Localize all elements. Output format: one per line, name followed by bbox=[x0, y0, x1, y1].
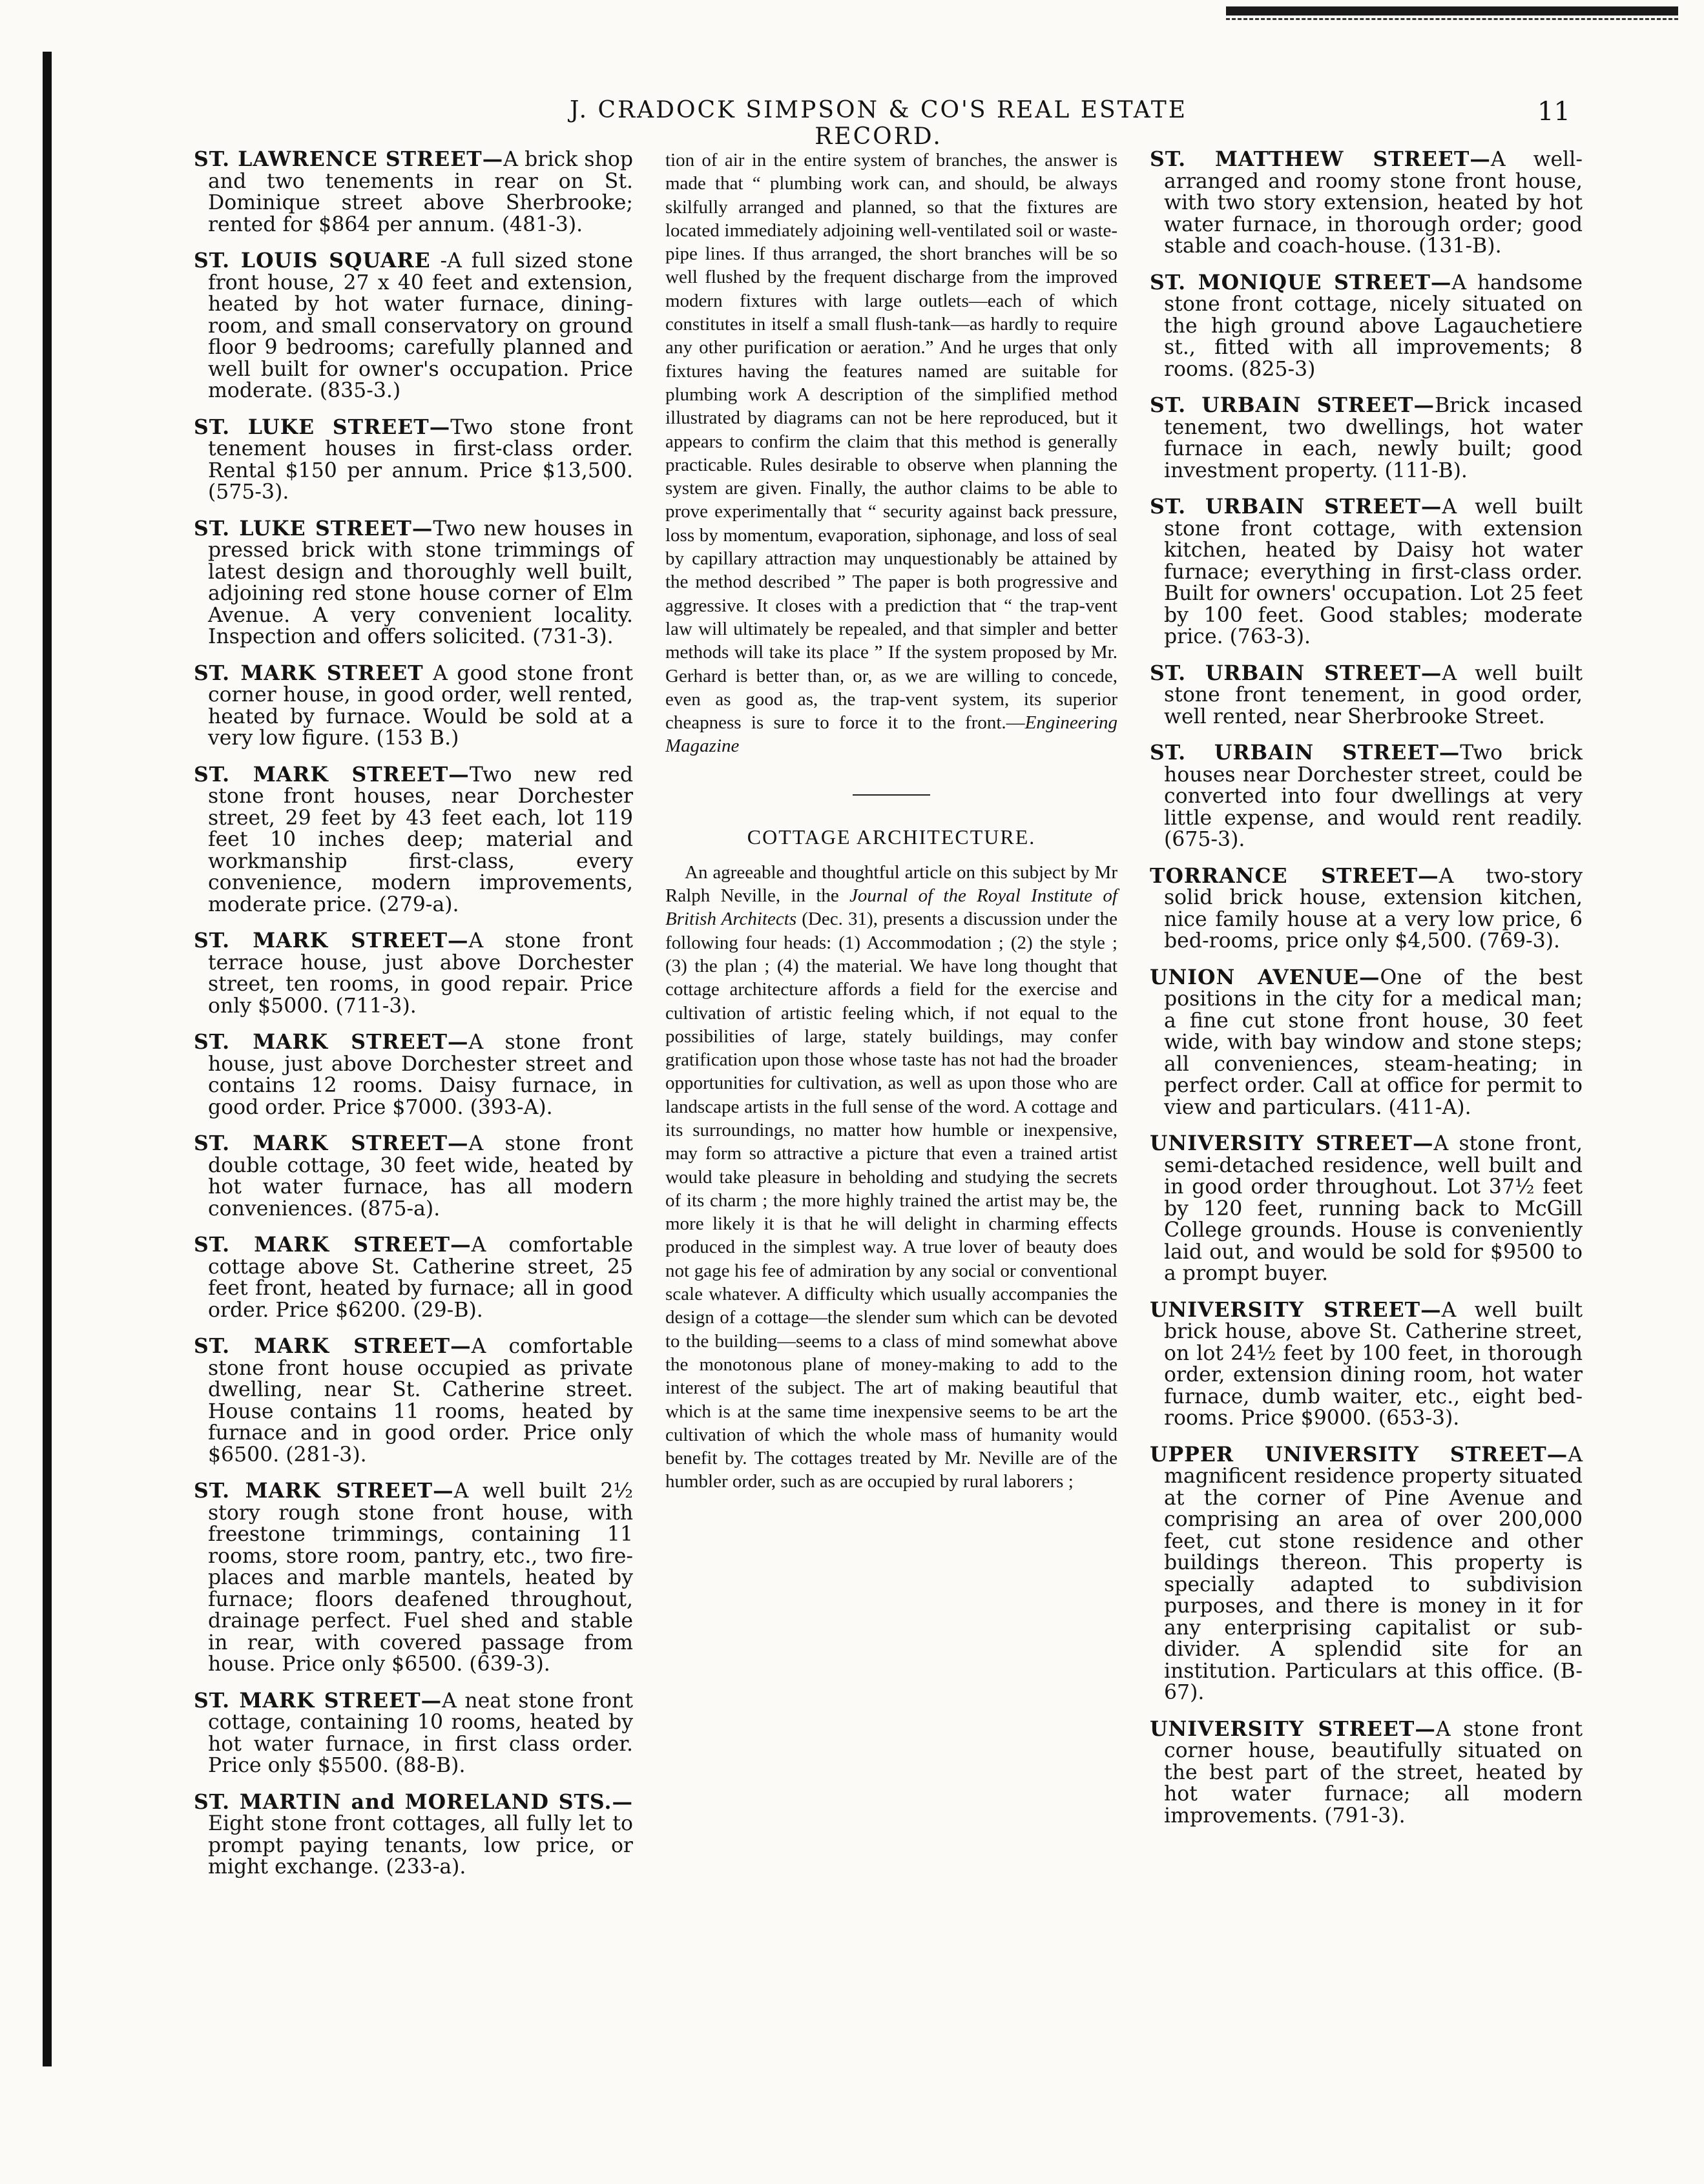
page-number: 11 bbox=[1537, 97, 1570, 127]
listing-street: ST. MATTHEW STREET— bbox=[1150, 147, 1491, 171]
listing-text: A handsome stone front cottage, nicely situated on the high ground above Lagauchetiere st., fitted with all improvements; 8 rooms. (825-3) bbox=[1164, 271, 1583, 381]
article-paragraph bbox=[665, 149, 1117, 758]
listing-text: A neat stone front cottage, containing 10 rooms, heated by hot water furnace, in first class order. Price only $5500. (88-B). bbox=[208, 1689, 633, 1777]
listing-street: ST. LUKE STREET— bbox=[194, 516, 433, 541]
section-heading: COTTAGE ARCHITECTURE. bbox=[747, 825, 1036, 849]
scan-top-dash bbox=[1226, 18, 1678, 22]
running-head: J. CRADOCK SIMPSON & CO'S REAL ESTATE RECORD. bbox=[569, 97, 1188, 150]
page-binding-edge bbox=[43, 52, 52, 2066]
listing-street: ST. MARTIN and MORELAND STS.— bbox=[194, 1789, 633, 1814]
listing-street: UNIVERSITY STREET— bbox=[1150, 1716, 1436, 1741]
listing-street: ST. MARK STREET— bbox=[194, 929, 469, 953]
listing-street: ST. MARK STREET bbox=[194, 661, 424, 685]
listing bbox=[1150, 742, 1583, 851]
listing bbox=[194, 663, 633, 750]
listing-street: UPPER UNIVERSITY STREET— bbox=[1150, 1442, 1568, 1467]
listing bbox=[194, 1791, 633, 1879]
listing-street: ST. MARK STREET— bbox=[194, 1233, 472, 1257]
listing bbox=[1150, 1299, 1583, 1430]
listing-street: ST. MARK STREET— bbox=[194, 1030, 469, 1054]
listing bbox=[1150, 272, 1583, 381]
listing-street: UNIVERSITY STREET— bbox=[1150, 1131, 1434, 1155]
listing-text: Two new red stone front houses, near Dorchester street, 29 feet by 43 feet each, lot 119 feet 10 inches deep; material and workmanship first-class, every convenience, modern improvements, moderate price. (279-a). bbox=[208, 763, 633, 916]
listing-street: ST. MONIQUE STREET— bbox=[1150, 270, 1452, 294]
listing-text: Brick incased tenement, two dwellings, hot water furnace in each, newly built; good investment property. (111-B). bbox=[1164, 394, 1583, 482]
listing bbox=[194, 1480, 633, 1676]
listing-text: A stone front, semi-detached residence, well built and in good order throughout. Lot 37½ feet by 120 feet, running back to McGill College grounds. House is conveniently laid out, and would be sold for $9500 to a prompt buyer. bbox=[1164, 1132, 1583, 1285]
journal-title: Journal of the Royal Institute of British Architects bbox=[665, 885, 1117, 930]
listing-text: One of the best positions in the city for a medical man; a fine cut stone front house, 30 feet wide, with bay window and stone steps; all conveniences, steam-heating; in perfect order. Call at office for permit to view and particulars. (411-A). bbox=[1164, 965, 1583, 1119]
listing bbox=[1150, 1444, 1583, 1704]
article-source: Engineering Magazine bbox=[665, 712, 1117, 757]
article-text: An agreeable and thoughtful article on this subject by Mr Ralph Neville, in the bbox=[665, 861, 1117, 907]
listing-text: -A full sized stone front house, 27 x 40 feet and extension, heated by hot water furnace, dining-room, and small conservatory on ground floor 9 bedrooms; carefully planned and well built for owner's occupation. Price moderate. (835-3.) bbox=[208, 249, 633, 402]
listing-text: A two-story solid brick house, extension kitchen, nice family house at a very low price, 6 bed-rooms, price only $4,500. (769-3). bbox=[1164, 864, 1583, 953]
listing-text: A brick shop and two tenements in rear on St. Dominique street above Sherbrooke; rented for $864 per annum. (481-3). bbox=[208, 148, 633, 236]
listing-text: A stone front house, just above Dorchester street and contains 12 rooms. Daisy furnace, in good order. Price $7000. (393-A). bbox=[208, 1031, 633, 1119]
listing-street: UNION AVENUE— bbox=[1150, 965, 1380, 989]
listing-text: Two new houses in pressed brick with stone trimmings of latest design and thoroughly well built, adjoining red stone house corner of Elm Avenue. A very convenient locality. Inspection and offers solicited. (731-3). bbox=[208, 517, 634, 648]
listing-text: Two brick houses near Dorchester street, could be converted into four dwellings at very little expense, and would rent readily. (675-3). bbox=[1164, 741, 1583, 851]
listing-text: A comfortable cottage above St. Catherine street, 25 feet front, heated by furnace; all in good order. Price $6200. (29-B). bbox=[208, 1233, 633, 1322]
listing bbox=[194, 764, 633, 916]
listing-street: ST. URBAIN STREET— bbox=[1150, 495, 1442, 519]
listing-text: A well built stone front tenement, in good order, well rented, near Sherbrooke Street. bbox=[1164, 661, 1583, 728]
article-text: tion of air in the entire system of branches, the answer is made that “ plumbing work can, and should, be always skilfully arranged and planned, so that the fixtures are located immediately adjoining well-ventilated soil or waste-pipe lines. If thus arranged, the short branches will be so well flushed by the frequent discharge from the improved modern fixtures with large outlets—each of which constitutes in itself a small flush-tank—as hardly to require any other purification or aeration.” And he urges that only fixtures having the features named are suitable for plumbing work A description of the simplified method illustrated by diagrams can not be here reproduced, but it appears to confirm the claim that this method is generally practicable. Rules desirable to observe when planning the system are given. Finally, the author claims to be able to prove experimentally that “ security against back pressure, loss by momentum, evaporation, siphonage, and loss of seal by capillary attraction may unquestionably be attained by the method described ” The paper is both progressive and aggressive. It closes with a prediction that “ the trap-vent law will ultimately be repealed, and that simpler and better methods will take its place ” If the system proposed by Mr. Gerhard is better than, or, as we are willing to concede, even as good as, the trap-vent system, its superior cheapness is sure to force it to the front.— bbox=[665, 150, 1117, 734]
listing-street: ST. LAWRENCE STREET— bbox=[194, 147, 504, 171]
listing bbox=[194, 930, 633, 1017]
article-paragraph bbox=[665, 861, 1117, 1494]
listing bbox=[1150, 865, 1583, 953]
listing-street: ST. URBAIN STREET— bbox=[1150, 741, 1460, 765]
listing bbox=[1150, 496, 1583, 648]
listing-text: A well-arranged and roomy stone front house, with two story extension, heated by hot water furnace, in thorough order; good stable and coach-house. (131-B). bbox=[1164, 148, 1583, 258]
listing bbox=[194, 1133, 633, 1220]
listing-text: Eight stone front cottages, all fully let to prompt paying tenants, low price, or might exchange. (233-a). bbox=[208, 1812, 633, 1879]
listing-text: A well built 2½ story rough stone front house, with freestone trimmings, containing 11 rooms, store room, pantry, etc., two fire-places and marble mantels, heated by furnace; floors deafened throughout, drainage perfect. Fuel shed and stable in rear, with covered passage from house. Price only $6500. (639-3). bbox=[208, 1479, 633, 1676]
listing bbox=[1150, 1133, 1583, 1285]
listing-street: UNIVERSITY STREET— bbox=[1150, 1297, 1442, 1322]
listing bbox=[1150, 1718, 1583, 1828]
listing-street: ST. MARK STREET— bbox=[194, 1479, 454, 1503]
listing-street: ST. URBAIN STREET— bbox=[1150, 393, 1435, 417]
listing-street: ST. URBAIN STREET— bbox=[1150, 661, 1442, 685]
listing-street: ST. MARK STREET— bbox=[194, 1334, 472, 1358]
listing-text: A stone front double cottage, 30 feet wide, heated by hot water furnace, has all modern conveniences. (875-a). bbox=[208, 1132, 633, 1221]
listing-text: A comfortable stone front house occupied as private dwelling, near St. Catherine street. House contains 11 rooms, heated by furnace and in good order. Price only $6500. (281-3). bbox=[208, 1335, 633, 1467]
listing-street: TORRANCE STREET— bbox=[1150, 863, 1439, 888]
listing bbox=[194, 1234, 633, 1321]
listing-text: A stone front terrace house, just above Dorchester street, ten rooms, in good repair. Price only $5000. (711-3). bbox=[208, 929, 633, 1018]
listing-street: ST. LOUIS SQUARE bbox=[194, 249, 431, 273]
article-text: (Dec. 31), presents a discussion under the following four heads: (1) Accommodation ; (2) the style ; (3) the plan ; (4) the material. We have long thought that cottage architecture affords a field for the exercise and cultivation of artistic feeling which, if not equal to the possibilities of large, stately buildings, may confer gratification upon those whose taste has not had the broader opportunities for cultivation, as well as upon those who are landscape artists in the full sense of the word. A cottage and its surroundings, no matter how humble or inexpensive, may form so attractive a picture that even a trained artist would take pleasure in beholding and studying the secrets of its charm ; the more highly trained the artist may be, the more likely it is that he will delight in charming effects produced in the simplest way. A true lover of beauty does not gage his fee of admiration by any social or conventional scale whatever. A difficulty which usually accompanies the design of a cottage—the slender sum which can be devoted to the building—seems to a class of mind somewhat above the monotonous plane of money-making to add to the interest of the subject. The art of making beautiful that which is at the same time inexpensive seems to be art the cultivation of which the whole mass of humanity would benefit by. The cottages treated by Mr. Neville are of the humbler order, such as are occupied by rural laborers ; bbox=[665, 909, 1117, 1492]
listing bbox=[194, 149, 633, 236]
listing-street: ST. MARK STREET— bbox=[194, 1131, 469, 1155]
listing bbox=[194, 417, 633, 504]
listing-text: Two stone front tenement houses in first-class order. Rental $150 per annum. Price $13,500. (575-3). bbox=[208, 415, 634, 504]
listing-text: A good stone front corner house, in good order, well rented, heated by furnace. Would be sold at a very low figure. (153 B.) bbox=[208, 661, 633, 750]
listing bbox=[1150, 395, 1583, 482]
section-divider bbox=[853, 794, 930, 796]
listing-street: ST. MARK STREET— bbox=[194, 762, 470, 787]
listing-street: ST. MARK STREET— bbox=[194, 1688, 442, 1713]
column-middle-article bbox=[665, 149, 1117, 1494]
column-right bbox=[1150, 149, 1583, 1841]
listing-text: A magnificent residence property situated at the corner of Pine Avenue and comprising an area of over 200,000 feet, cut stone residence and other buildings thereon. This property is specially adapted to subdivision purposes, and there is money in it for any enterprising capitalist or sub-divider. A splendid site for an institution. Particulars at this office. (B-67). bbox=[1164, 1443, 1583, 1704]
listing-text: A well built brick house, above St. Catherine street, on lot 24½ feet by 100 feet, in thorough order, extension dining room, hot water furnace, dumb waiter, etc., eight bed-rooms. Price $9000. (653-3). bbox=[1164, 1298, 1583, 1430]
listing bbox=[1150, 149, 1583, 258]
listing bbox=[1150, 663, 1583, 728]
listing-text: A well built stone front cottage, with extension kitchen, heated by Daisy hot water furnace; everything in first-class order. Built for owners' occupation. Lot 25 feet by 100 feet. Good stables; moderate price. (763-3). bbox=[1164, 495, 1583, 648]
listing-text: A stone front corner house, beautifully situated on the best part of the street, heated by hot water furnace; all modern improvements. (791-3). bbox=[1164, 1717, 1583, 1828]
listing bbox=[1150, 967, 1583, 1119]
listing bbox=[194, 250, 633, 402]
listing bbox=[194, 1031, 633, 1118]
listing bbox=[194, 1335, 633, 1466]
listing bbox=[194, 1690, 633, 1777]
listing bbox=[194, 518, 633, 648]
listing-street: ST. LUKE STREET— bbox=[194, 415, 451, 439]
scan-top-mark bbox=[1226, 6, 1678, 15]
column-left bbox=[194, 149, 633, 1893]
